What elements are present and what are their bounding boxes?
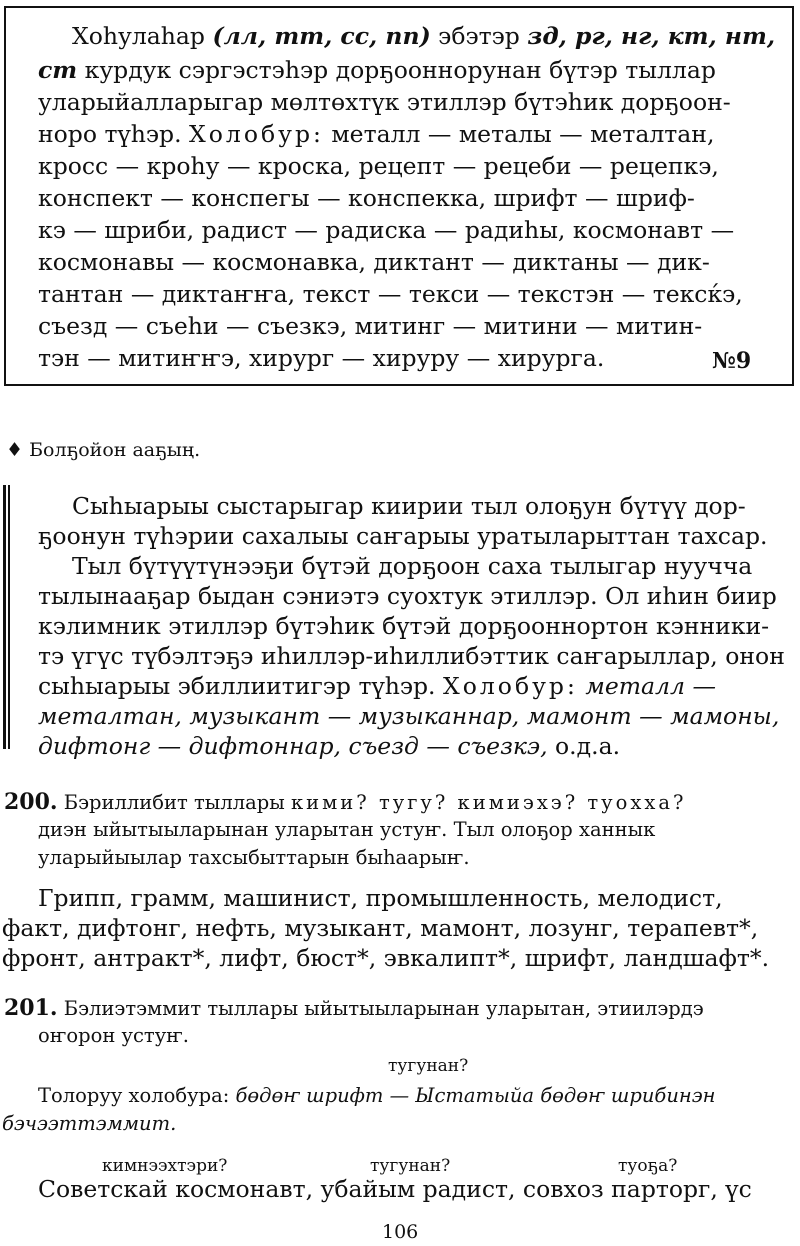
note-line-7 xyxy=(38,672,716,700)
example-line-2: бэчээттэммит. xyxy=(2,1112,177,1135)
exercise-200-words-2: факт, дифтонг, нефть, музыкант, мамонт, лозунг, терапевт*, xyxy=(2,914,759,942)
example-label: Холобур: xyxy=(189,120,324,148)
note-example: металл — xyxy=(577,672,716,700)
rule-number: №9 xyxy=(712,348,752,374)
note-line-6: тэ үгүс түбэлтэҕэ иһиллэр-иһиллибэттик саҥарыллар, онон xyxy=(38,642,785,670)
hint-question: тугунан? xyxy=(388,1056,469,1076)
note-text: сыһыарыы эбиллиитигэр түһэр. xyxy=(38,672,443,700)
note-line-4: тылынааҕар быдан сэниэтэ суохтук этиллэр. Ол иһин биир xyxy=(38,582,777,610)
rule-line-7: кэ — шриби, радист — радиска — радиһы, космонавт — xyxy=(38,216,735,244)
rule-line-8: космонавы — космонавка, диктант — диктаны — дик- xyxy=(38,248,710,276)
rule-line-4 xyxy=(38,120,714,148)
exercise-200-line-1 xyxy=(4,788,686,817)
exercise-text: Бэриллибит тыллары xyxy=(63,791,291,814)
rule-letters: (лл, тт, сс, пп) xyxy=(212,22,431,50)
rule-text: эбэтэр xyxy=(430,22,528,50)
rule-line-10: съезд — съеһи — съезкэ, митинг — митини — митин- xyxy=(38,312,703,340)
exercise-200-line-3: уларыйыылар тахсыбыттарын быһаарыҥ. xyxy=(38,846,470,869)
note-line-9 xyxy=(38,732,620,760)
rule-line-6: конспект — конспегы — конспекка, шрифт — шриф- xyxy=(38,184,695,212)
exercise-201-sentence: Советскай космонавт, убайым радист, совхоз парторг, үс xyxy=(38,1175,752,1203)
example-label: Толоруу холобура: xyxy=(38,1084,236,1107)
question-1: кимнээхтэри? xyxy=(102,1156,228,1176)
note-example: дифтонг — дифтоннар, съезд — съезкэ, xyxy=(38,732,548,760)
rule-letters: ст xyxy=(38,56,78,84)
note-line-5: кэлимник этиллэр бүтэһик бүтэй дорҕооннортон кэнники- xyxy=(38,612,770,640)
exercise-201-line-2: оҥорон устуҥ. xyxy=(38,1024,189,1047)
note-text: о.д.а. xyxy=(547,732,621,760)
diamond-icon: ♦ xyxy=(6,439,24,461)
question-3: туоҕа? xyxy=(618,1156,678,1176)
instruction xyxy=(6,436,200,464)
exercise-number: 200. xyxy=(4,789,58,815)
instruction-text: Болҕойон ааҕың. xyxy=(29,439,201,461)
page-number: 106 xyxy=(382,1221,419,1243)
example-line xyxy=(38,1082,716,1110)
rule-line-9: тантан — диктаҥҥа, текст — текси — текстэн — тексќэ, xyxy=(38,280,743,308)
note-line-8: металтан, музыкант — музыканнар, мамонт — мамоны, xyxy=(38,702,780,730)
rule-text: курдук сэргэстэһэр дорҕооннорунан бүтэр тыллар xyxy=(77,56,716,84)
exercise-text: Бэлиэтэммит тыллары ыйытыыларынан уларытан, этиилэрдэ xyxy=(63,997,704,1020)
note-side-bar xyxy=(3,485,10,749)
example-label: Холобур: xyxy=(443,672,578,700)
question-2: тугунан? xyxy=(370,1156,451,1176)
rule-line-5: кросс — кроһу — кроска, рецепт — рецеби — рецепкэ, xyxy=(38,152,719,180)
rule-line-2 xyxy=(38,56,716,84)
exercise-201-line-1 xyxy=(4,994,704,1023)
example-text: бөдөҥ шрифт — Ыстатыйа бөдөҥ шрибинэн xyxy=(235,1084,716,1107)
rule-line-11: тэн — митиҥҥэ, хирург — хируру — хирурга. xyxy=(38,344,605,372)
rule-text: норо түһэр. xyxy=(38,120,190,148)
question-words: кими? тугу? кимиэхэ? туохха? xyxy=(290,791,687,814)
exercise-200-words-3: фронт, антракт*, лифт, бюст*, эвкалипт*, шрифт, ландшафт*. xyxy=(2,944,770,972)
exercise-200-words-1: Грипп, грамм, машинист, промышленность, мелодист, xyxy=(38,884,723,912)
rule-text: Хоһулаһар xyxy=(72,22,213,50)
exercise-200-line-2: диэн ыйытыыларынан уларытан устуҥ. Тыл олоҕор ханнык xyxy=(38,818,656,841)
rule-letters: зд, рг, нг, кт, нт, xyxy=(527,22,776,50)
rule-line-3: уларыйалларыгар мөлтөхтүк этиллэр бүтэһик дорҕоон- xyxy=(38,88,731,116)
note-line-2: ҕоонун түһэрии сахалыы саҥарыы уратыларыттан тахсар. xyxy=(38,522,768,550)
exercise-number: 201. xyxy=(4,995,58,1021)
note-line-1: Сыһыарыы сыстарыгар киирии тыл олоҕун бүтүү дор- xyxy=(72,492,746,520)
rule-text: металл — металы — металтан, xyxy=(323,120,715,148)
rule-line-1 xyxy=(72,22,775,50)
note-line-3: Тыл бүтүүтүнээҕи бүтэй дорҕоон саха тылыгар нууччa xyxy=(72,552,753,580)
